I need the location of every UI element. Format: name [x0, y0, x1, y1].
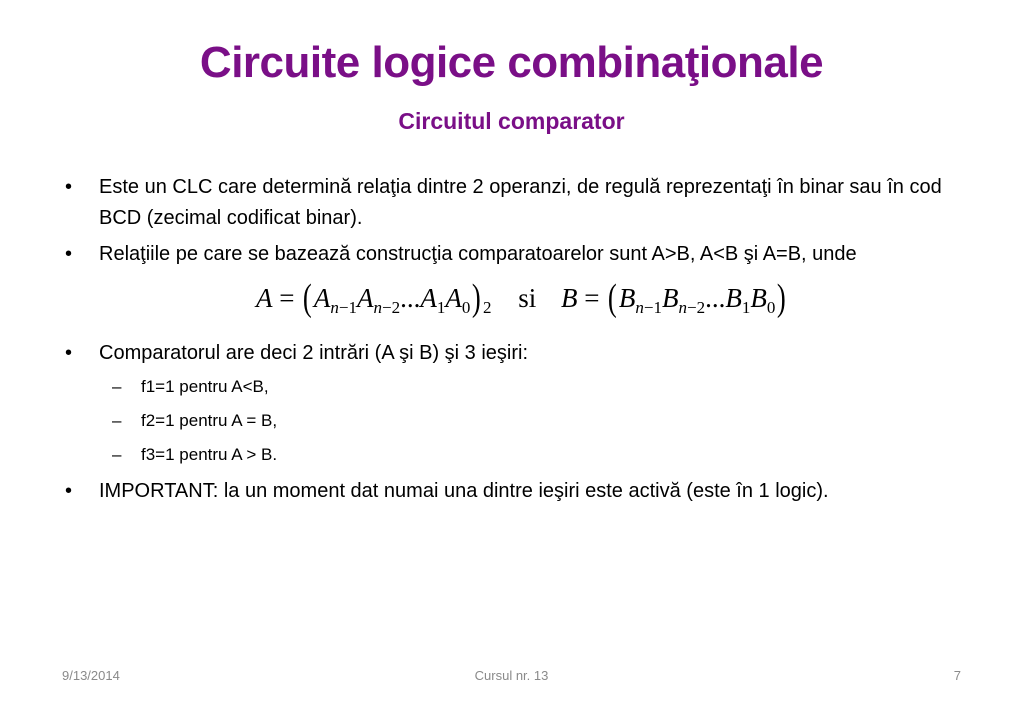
formula-sub: −2: [381, 298, 401, 317]
sub-bullet-text: f1=1 pentru A<B,: [141, 377, 269, 396]
bullet-item: [62, 172, 962, 234]
slide-title: Circuite logice combinaţionale: [199, 38, 824, 87]
formula-sub: −2: [686, 298, 706, 317]
formula-var: B: [750, 283, 767, 313]
formula-var: A: [356, 283, 374, 313]
bullet-dot-icon: •: [65, 480, 73, 502]
formula-paren-open: (: [303, 277, 312, 319]
formula-sub: 1: [741, 298, 751, 317]
sub-bullet-item: [62, 442, 962, 468]
formula-dots: ...: [400, 283, 421, 313]
dash-icon: –: [112, 377, 122, 396]
bullet-text: Relaţiile pe care se bazează construcţia comparatoarelor sunt A>B, A<B şi A=B, unde: [99, 243, 857, 265]
formula-var-a: A: [256, 283, 273, 313]
bullet-dot-icon: •: [65, 176, 73, 198]
sub-bullet-text: f2=1 pentru A = B,: [141, 411, 278, 430]
footer-page-number: 7: [953, 668, 961, 683]
formula-var: A: [420, 283, 437, 313]
formula-sub: 0: [461, 298, 471, 317]
formula-var: B: [725, 283, 742, 313]
formula-paren-close: ): [777, 277, 787, 319]
formula-paren-close: ): [472, 277, 482, 319]
dash-icon: –: [112, 411, 122, 430]
footer-date: 9/13/2014: [62, 668, 120, 683]
slide-subtitle: Circuitul comparator: [398, 108, 625, 134]
formula-paren-open: (: [608, 277, 617, 319]
formula-equals: =: [584, 283, 600, 313]
sub-bullet-item: [62, 408, 962, 434]
formula-var: B: [618, 283, 636, 313]
formula-var: B: [661, 283, 679, 313]
formula-base: 2: [482, 298, 492, 317]
bullet-dot-icon: •: [65, 243, 73, 265]
formula-sub: −1: [338, 298, 357, 317]
slide-content: [62, 172, 962, 512]
dash-icon: –: [112, 445, 122, 464]
formula-sub-n: n: [330, 298, 339, 317]
formula-sub: 0: [766, 298, 776, 317]
formula-var-b: B: [561, 283, 578, 313]
bullet-text: Comparatorul are deci 2 intrări (A şi B) şi 3 ieşiri:: [99, 342, 529, 364]
formula-si: si: [518, 283, 537, 313]
bullet-text: Este un CLC care determină relaţia dintre 2 operanzi, de regulă reprezentaţi în binar sau în cod BCD (zecimal codificat binar).: [99, 176, 942, 229]
bullet-item: [62, 338, 962, 369]
formula-dots: ...: [705, 283, 726, 313]
formula-sub-n: n: [678, 298, 687, 317]
formula-var: A: [313, 283, 331, 313]
bullet-item: [62, 476, 962, 507]
formula-sub-n: n: [635, 298, 644, 317]
sub-bullet-item: [62, 374, 962, 400]
formula-sub-n: n: [373, 298, 382, 317]
bullet-item: [62, 239, 962, 270]
formula-sub: 1: [436, 298, 446, 317]
footer-course: Cursul nr. 13: [474, 668, 549, 683]
formula-sub: −1: [643, 298, 662, 317]
bullet-dot-icon: •: [65, 342, 73, 364]
sub-bullet-text: f3=1 pentru A > B.: [141, 445, 278, 464]
formula: [212, 276, 832, 320]
formula-var: A: [445, 283, 462, 313]
bullet-text: IMPORTANT: la un moment dat numai una dintre ieşiri este activă (este în 1 logic).: [99, 480, 829, 502]
formula-equals: =: [279, 283, 295, 313]
